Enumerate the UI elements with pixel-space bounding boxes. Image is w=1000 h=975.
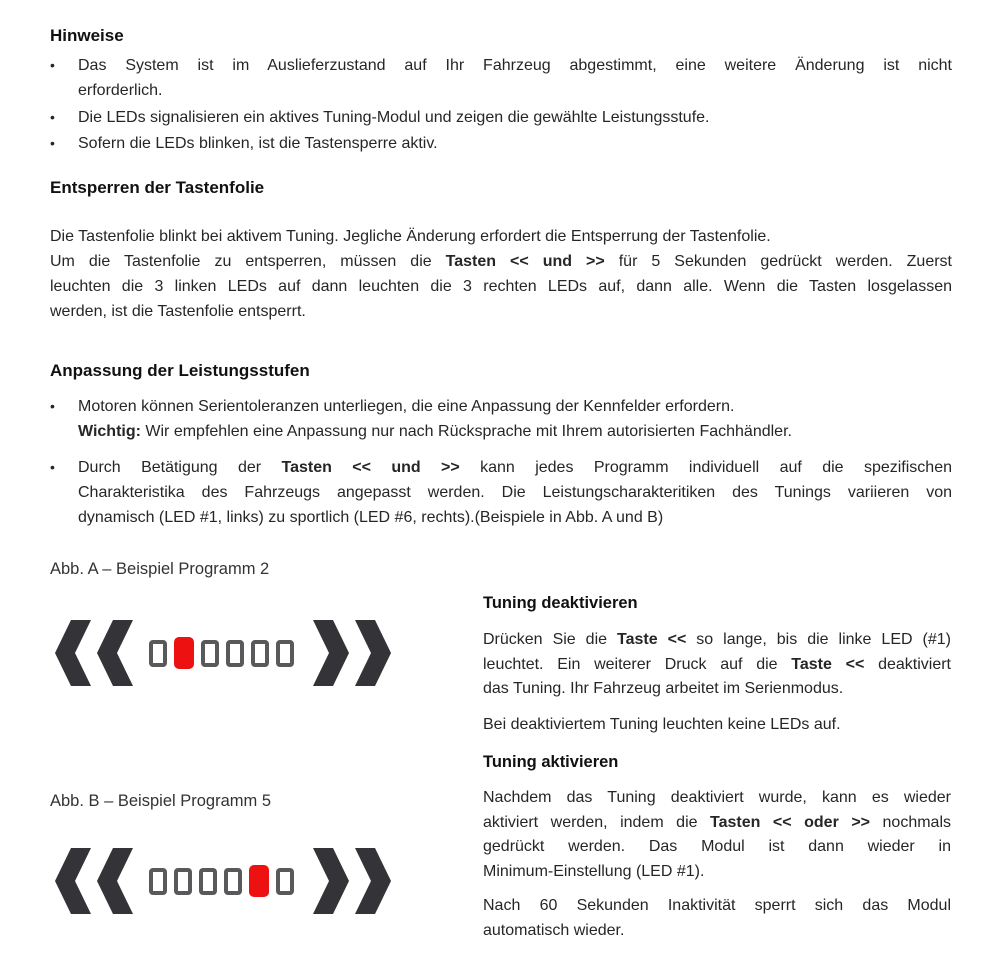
bullet-marker: • (50, 109, 55, 125)
led-row (149, 865, 294, 897)
text-line (78, 394, 952, 419)
bold-text: Tasten << und >> (281, 459, 460, 476)
text-line (483, 628, 951, 653)
text-line (78, 105, 952, 130)
text-line (78, 78, 952, 103)
text-segment: werden, ist die Tastenfolie entsperrt. (50, 303, 306, 320)
double-chevron-left-icon (55, 620, 133, 686)
text-segment: Die Tastenfolie blinkt bei aktivem Tuning. Jegliche Änderung erfordert die Entsperrung der Tastenfolie. (50, 228, 771, 245)
bold-text: Tasten << oder >> (710, 813, 871, 831)
text-segment: nochmals (870, 813, 952, 831)
section-title-entsperren: Entsperren der Tastenfolie (50, 178, 265, 197)
text-line (50, 249, 952, 274)
section-title-anpassung: Anpassung der Leistungsstufen (50, 361, 310, 380)
text-line (78, 53, 952, 78)
text-line (483, 786, 951, 811)
text-line (78, 505, 952, 530)
text-segment: Das System ist im Auslieferzustand auf Ihr Fahrzeug abgestimmt, eine weitere Änderung ist nicht (78, 57, 952, 74)
text-segment: Wir empfehlen eine Anpassung nur nach Rücksprache mit Ihrem autorisierten Fachhändler. (140, 423, 792, 440)
text-line (483, 860, 951, 885)
led-6 (276, 868, 294, 895)
led-4 (224, 868, 242, 895)
text-segment: so lange, bis die linke LED (#1) (686, 631, 951, 648)
section-title-deaktivieren: Tuning deaktivieren (483, 594, 638, 612)
text-line (50, 274, 952, 299)
text-segment: gedrückt werden. Das Modul ist dann wieder in (483, 838, 951, 855)
section-hinweise (50, 26, 952, 156)
bold-text: Wichtig: (78, 423, 141, 440)
double-chevron-right-icon (313, 620, 391, 686)
led-2 (174, 868, 192, 895)
text-segment: das Tuning. Ihr Fahrzeug arbeitet im Serienmodus. (483, 680, 844, 697)
figure-a-caption: Abb. A – Beispiel Programm 2 (50, 560, 270, 578)
text-segment: erforderlich. (78, 82, 163, 99)
text-line (78, 419, 952, 444)
bullet-item (50, 394, 952, 444)
bullet-item (50, 131, 952, 156)
figure-b-caption: Abb. B – Beispiel Programm 5 (50, 792, 272, 810)
bullet-text (78, 455, 952, 530)
text-segment: Um die Tastenfolie zu entsperren, müssen die (50, 253, 446, 270)
text-line (483, 894, 951, 919)
text-line (483, 919, 951, 944)
text-line (78, 480, 952, 505)
text-segment: leuchten die 3 linken LEDs auf dann leuchten die 3 rechten LEDs auf, dann alle. Wenn die Tasten losgelassen (50, 278, 952, 295)
text-segment: Die LEDs signalisieren ein aktives Tuning-Modul und zeigen die gewählte Leistungsstufe. (78, 109, 710, 126)
text-line (483, 811, 951, 836)
paragraph (483, 894, 951, 943)
text-segment: kann jedes Programm individuell auf die spezifischen (459, 459, 952, 476)
bullet-item (50, 105, 952, 130)
text-segment: Drücken Sie die (483, 631, 618, 648)
text-segment: Durch Betätigung der (78, 459, 282, 476)
paragraph (483, 786, 951, 884)
text-segment: leuchtet. Ein weiterer Druck auf die (483, 655, 792, 673)
section-entsperren (50, 178, 952, 324)
bullet-text (78, 394, 952, 444)
bullet-marker: • (50, 57, 55, 73)
text-line (50, 299, 952, 324)
text-segment: aktiviert werden, indem die (483, 813, 711, 831)
text-segment: Charakteristika des Fahrzeugs angepasst werden. Die Leistungscharakteritiken des Tunings variieren von (78, 484, 952, 501)
bullet-marker: • (50, 459, 55, 475)
bullet-marker: • (50, 135, 55, 151)
text-line (483, 713, 951, 738)
section-anpassung (50, 361, 952, 530)
text-line (78, 455, 952, 480)
text-segment: deaktiviert (864, 655, 951, 673)
led-5 (251, 640, 269, 667)
text-line (483, 677, 951, 702)
text-segment: Sofern die LEDs blinken, ist die Tastensperre aktiv. (78, 135, 438, 152)
led-4 (226, 640, 244, 667)
led-5-active (249, 865, 269, 897)
bullet-marker: • (50, 398, 55, 414)
text-line (78, 131, 952, 156)
double-chevron-left-icon (55, 848, 133, 914)
bold-text: Taste << (617, 631, 687, 648)
double-chevron-right-icon (313, 848, 391, 914)
text-segment: Bei deaktiviertem Tuning leuchten keine LEDs auf. (483, 715, 841, 733)
led-row (149, 637, 294, 669)
right-column (483, 593, 951, 943)
text-segment: Nach 60 Sekunden Inaktivität sperrt sich das Modul (483, 897, 951, 914)
section-title-aktivieren: Tuning aktivieren (483, 753, 619, 771)
led-display-figure-a (55, 619, 391, 687)
paragraph (483, 713, 951, 738)
bullet-text (78, 131, 952, 156)
text-segment: dynamisch (LED #1, links) zu sportlich (LED #6, rechts).(Beispiele in Abb. A und B) (78, 509, 664, 526)
bullet-item (50, 53, 952, 103)
section-title-hinweise: Hinweise (50, 26, 124, 45)
anpassung-bullets (50, 394, 952, 530)
text-line (483, 653, 951, 678)
text-segment: für 5 Sekunden gedrückt werden. Zuerst (604, 253, 952, 270)
bold-text: Tasten << und >> (445, 253, 605, 270)
led-6 (276, 640, 294, 667)
led-display-figure-b (55, 847, 391, 915)
hinweise-bullets (50, 53, 952, 156)
bold-text: Taste << (791, 655, 865, 673)
text-segment: automatisch wieder. (483, 921, 625, 939)
text-line (483, 835, 951, 860)
led-1 (149, 640, 167, 667)
text-line (50, 224, 952, 249)
led-3 (199, 868, 217, 895)
paragraph (50, 249, 952, 324)
bullet-text (78, 105, 952, 130)
led-3 (201, 640, 219, 667)
bullet-text (78, 53, 952, 103)
led-1 (149, 868, 167, 895)
text-segment: Nachdem das Tuning deaktiviert wurde, kann es wieder (483, 789, 951, 806)
led-2-active (174, 637, 194, 669)
text-segment: Minimum-Einstellung (LED #1). (483, 862, 705, 880)
text-segment: Motoren können Serientoleranzen unterliegen, die eine Anpassung der Kennfelder erfordern. (78, 398, 735, 415)
paragraph (483, 628, 951, 702)
paragraph (50, 224, 952, 249)
bullet-item (50, 455, 952, 530)
